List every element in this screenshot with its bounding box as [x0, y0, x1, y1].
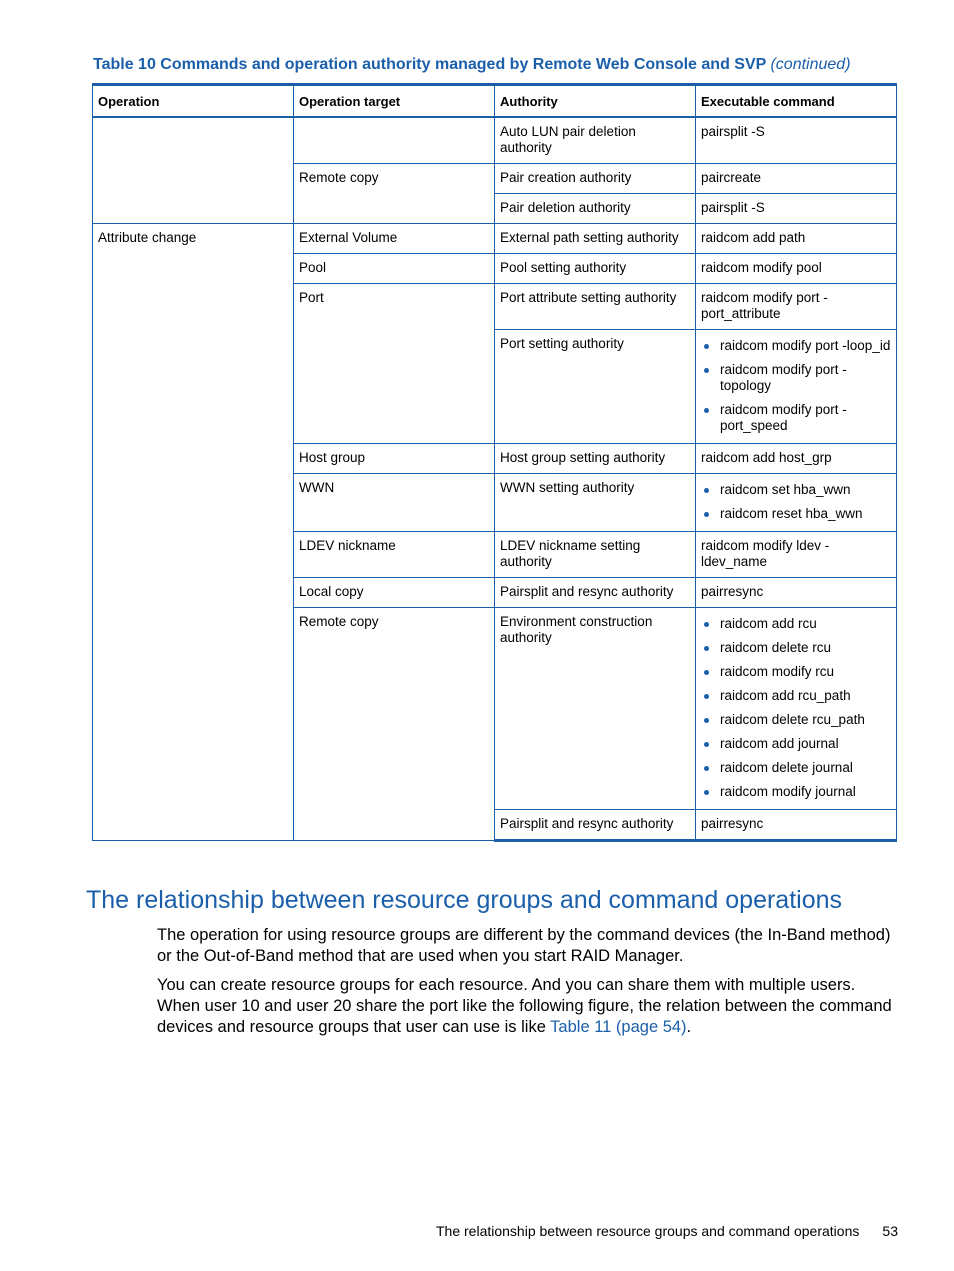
command-list — [701, 482, 891, 522]
header-operation: Operation — [93, 85, 294, 118]
table-caption-label: Table 10 Commands and operation authority managed by Remote Web Console and SVP — [93, 56, 767, 73]
command-list-item: raidcom modify journal — [701, 784, 891, 800]
command-list — [701, 338, 891, 434]
section-body — [157, 925, 902, 1046]
authority-cell: WWN setting authority — [495, 474, 696, 532]
target-cell: Local copy — [294, 578, 495, 608]
header-operation-target: Operation target — [294, 85, 495, 118]
operation-cell-continued — [93, 117, 294, 224]
command-list-item: raidcom add journal — [701, 736, 891, 752]
command-list-item: raidcom modify port -loop_id — [701, 338, 891, 354]
paragraph-end: . — [686, 1018, 692, 1036]
operation-cell: Attribute change — [93, 224, 294, 841]
target-cell: LDEV nickname — [294, 532, 495, 578]
command-cell: raidcom add host_grp — [696, 444, 897, 474]
command-list-item: raidcom modify port -port_speed — [701, 402, 891, 434]
authority-cell: Pool setting authority — [495, 254, 696, 284]
paragraph-text: You can create resource groups for each resource. And you can share them with multiple users. When user 10 and user 20 share the port like the following figure, the relation between the command devices and resource groups that user can use is like — [157, 976, 892, 1036]
target-cell: Port — [294, 284, 495, 444]
section-heading: The relationship between resource groups and command operations — [86, 886, 843, 914]
authority-cell: Host group setting authority — [495, 444, 696, 474]
target-cell — [294, 117, 495, 164]
target-cell: Host group — [294, 444, 495, 474]
header-authority: Authority — [495, 85, 696, 118]
target-cell: Remote copy — [294, 608, 495, 841]
command-cell — [696, 608, 897, 810]
table-header-row — [93, 85, 897, 118]
table-caption — [93, 56, 903, 74]
command-list-item: raidcom add rcu — [701, 616, 891, 632]
command-cell: paircreate — [696, 164, 897, 194]
command-cell — [696, 474, 897, 532]
table-row — [93, 117, 897, 164]
command-list-item: raidcom add rcu_path — [701, 688, 891, 704]
command-cell: raidcom add path — [696, 224, 897, 254]
command-list-item: raidcom modify rcu — [701, 664, 891, 680]
target-cell: External Volume — [294, 224, 495, 254]
paragraph — [157, 975, 902, 1038]
target-cell: Remote copy — [294, 164, 495, 224]
authority-cell: Pairsplit and resync authority — [495, 578, 696, 608]
command-cell: pairsplit -S — [696, 117, 897, 164]
target-cell: Pool — [294, 254, 495, 284]
authority-cell: Environment construction authority — [495, 608, 696, 810]
command-cell: raidcom modify port -port_attribute — [696, 284, 897, 330]
authority-cell: Port setting authority — [495, 330, 696, 444]
authority-cell: Port attribute setting authority — [495, 284, 696, 330]
table-caption-continued: (continued) — [770, 56, 851, 73]
command-list-item: raidcom modify port -topology — [701, 362, 891, 394]
target-cell: WWN — [294, 474, 495, 532]
command-list-item: raidcom delete journal — [701, 760, 891, 776]
command-list — [701, 616, 891, 800]
command-cell: pairresync — [696, 578, 897, 608]
authority-cell: LDEV nickname setting authority — [495, 532, 696, 578]
command-cell — [696, 330, 897, 444]
authority-cell: Pair deletion authority — [495, 194, 696, 224]
header-executable-command: Executable command — [696, 85, 897, 118]
authority-cell: Pairsplit and resync authority — [495, 810, 696, 841]
footer-title: The relationship between resource groups and command operations — [436, 1223, 860, 1239]
command-cell: raidcom modify pool — [696, 254, 897, 284]
table-11-link[interactable]: Table 11 (page 54) — [550, 1018, 687, 1036]
authority-cell: External path setting authority — [495, 224, 696, 254]
paragraph: The operation for using resource groups are different by the command devices (the In-Band method) or the Out-of-Band method that are used when you start RAID Manager. — [157, 926, 891, 965]
command-list-item: raidcom reset hba_wwn — [701, 506, 891, 522]
command-cell: pairsplit -S — [696, 194, 897, 224]
authority-cell: Auto LUN pair deletion authority — [495, 117, 696, 164]
command-list-item: raidcom set hba_wwn — [701, 482, 891, 498]
command-list-item: raidcom delete rcu_path — [701, 712, 891, 728]
page-footer — [436, 1223, 898, 1239]
authority-cell: Pair creation authority — [495, 164, 696, 194]
command-cell: pairresync — [696, 810, 897, 841]
page-number: 53 — [882, 1223, 898, 1239]
commands-authority-table — [92, 83, 897, 842]
command-list-item: raidcom delete rcu — [701, 640, 891, 656]
table-row — [93, 224, 897, 254]
command-cell: raidcom modify ldev -ldev_name — [696, 532, 897, 578]
